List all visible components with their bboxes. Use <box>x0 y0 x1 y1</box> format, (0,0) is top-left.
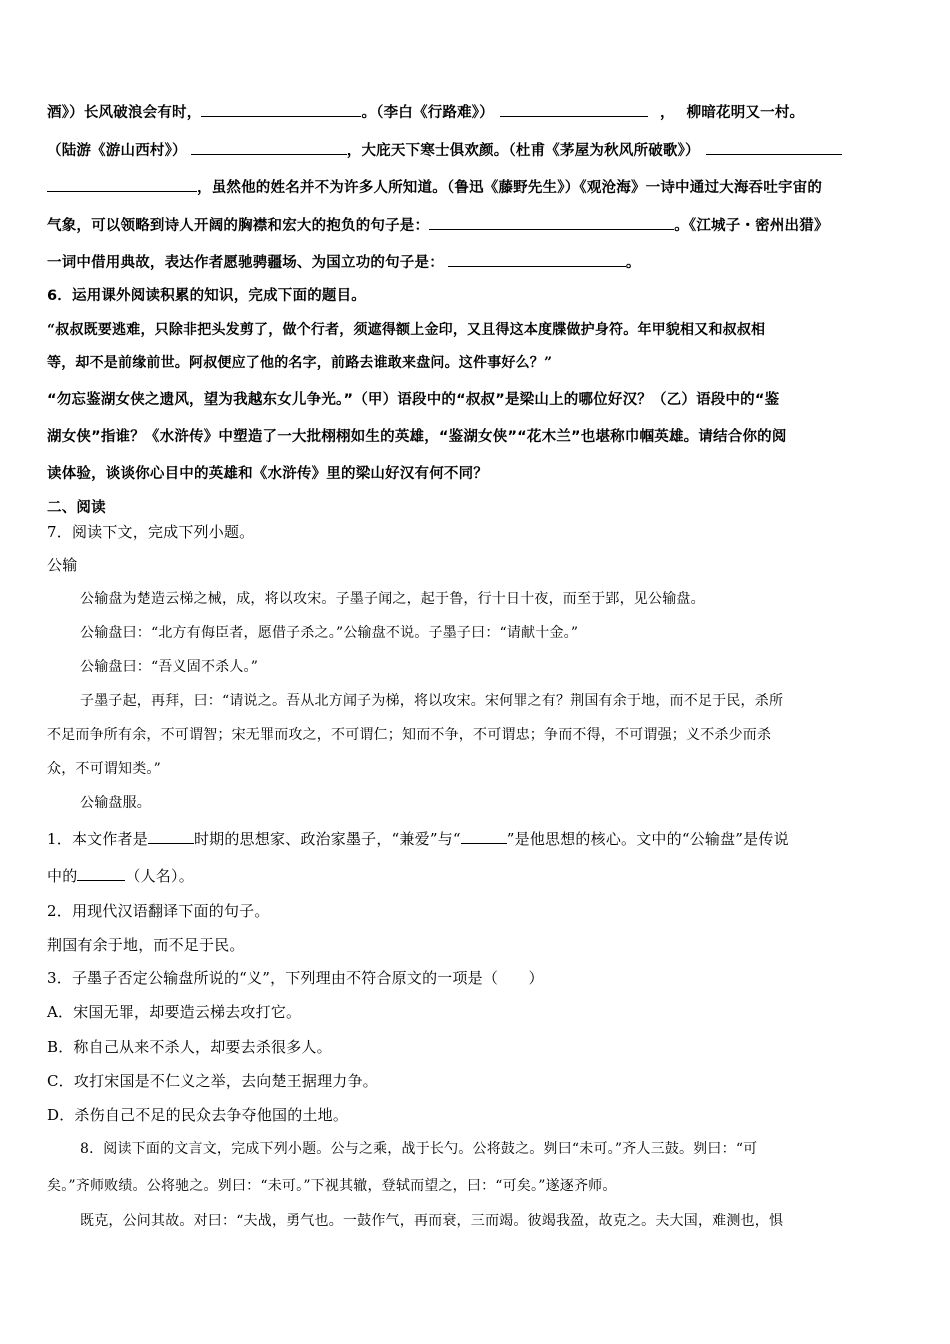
subquestion-3-title: 3．子墨子否定公输盘所说的“义”，下列理由不符合原文的一项是（ ） <box>47 969 544 987</box>
poem-text: 酒》）长风破浪会有时， <box>47 105 202 121</box>
passage-paragraph: 子墨子起，再拜，曰：“请说之。吾从北方闻子为梯，将以攻宋。宋何罪之有？荆国有余于地，而不足于民，杀所 <box>80 693 784 709</box>
subquestion-text: 时期的思想家、政治家墨子，“兼爱”与“ <box>193 830 461 848</box>
passage-paragraph: 公输盘服。 <box>80 795 151 811</box>
answer-blank[interactable] <box>148 828 194 844</box>
answer-blank[interactable] <box>448 251 626 267</box>
subquestion-text: （人名）。 <box>125 867 194 885</box>
question-6-quote-2: “勿忘鉴湖女侠之遗风，望为我越东女儿争光。”（甲）语段中的“叔叔”是梁山上的哪位好汉？（乙）语段中的“鉴 <box>47 392 780 408</box>
poem-text: ，大庇天下寒士俱欢颜。（杜甫《茅屋为秋风所破歌》） <box>346 143 700 159</box>
answer-blank[interactable] <box>191 139 347 155</box>
option-b[interactable]: B．称自己从来不杀人，却要去杀很多人。 <box>47 1038 332 1056</box>
poem-fill-line-5 <box>47 251 907 274</box>
subquestion-text: ”是他思想的核心。文中的“公输盘”是传说 <box>506 830 789 848</box>
answer-blank[interactable] <box>47 176 197 192</box>
poem-text: 一词中借用典故，表达作者愿驰骋疆场、为国立功的句子是： <box>47 255 444 271</box>
subquestion-2-title: 2．用现代汉语翻译下面的句子。 <box>47 902 270 920</box>
option-a[interactable]: A．宋国无罪，却要造云梯去攻打它。 <box>47 1003 302 1021</box>
answer-blank[interactable] <box>706 139 842 155</box>
answer-blank[interactable] <box>500 101 648 117</box>
question-8-line-1: 8．阅读下面的文言文，完成下列小题。公与之乘，战于长勺。公将鼓之。刿曰“未可。”齐人三鼓。刿曰：“可 <box>80 1141 758 1157</box>
option-c[interactable]: C．攻打宋国是不仁义之举，去向楚王据理力争。 <box>47 1072 378 1090</box>
question-6-quote-1: “叔叔既要逃难，只除非把头发剪了，做个行者，须遮得额上金印，又且得这本度牒做护身符。年甲貌相又和叔叔相 <box>47 322 766 338</box>
option-d[interactable]: D．杀伤自己不足的民众去争夺他国的土地。 <box>47 1106 349 1124</box>
subquestion-2-sentence: 荆国有余于地，而不足于民。 <box>47 936 245 954</box>
passage-paragraph-cont: 众，不可谓知类。” <box>47 761 161 777</box>
poem-text: 柳暗花明又一村。 <box>686 105 805 121</box>
passage-paragraph: 公输盘曰：“吾义固不杀人。” <box>80 659 259 675</box>
poem-fill-line-4 <box>47 214 907 237</box>
poem-text: ， <box>659 105 675 121</box>
subquestion-text: 中的 <box>47 867 78 885</box>
answer-blank[interactable] <box>429 214 674 230</box>
poem-text: 。 <box>625 255 641 271</box>
question-6-quote-1-cont: 等，却不是前缘前世。阿叔便应了他的名字，前路去谁敢来盘问。这件事好么？” <box>47 355 553 371</box>
passage-paragraph-cont: 不足而争所有余，不可谓智；宋无罪而攻之，不可谓仁；知而不争，不可谓忠；争而不得，不可谓强；义不杀少而杀 <box>47 727 772 743</box>
poem-fill-line-3 <box>47 176 907 199</box>
section-heading-reading: 二、阅读 <box>47 500 106 516</box>
question-6-title: 6．运用课外阅读积累的知识，完成下面的题目。 <box>47 288 366 304</box>
question-8-line-3: 既克，公问其故。对曰：“夫战，勇气也。一鼓作气，再而衰，三而竭。彼竭我盈，故克之。夫大国，难测也，惧 <box>80 1213 784 1229</box>
passage-paragraph: 公输盘为楚造云梯之械，成，将以攻宋。子墨子闻之，起于鲁，行十日十夜，而至于郢，见公输盘。 <box>80 591 705 607</box>
answer-blank[interactable] <box>77 865 125 881</box>
poem-fill-line-1 <box>47 101 907 124</box>
answer-blank[interactable] <box>461 828 507 844</box>
answer-blank[interactable] <box>201 101 361 117</box>
subquestion-1-cont <box>47 865 907 887</box>
subquestion-text: 1．本文作者是 <box>47 830 148 848</box>
poem-text: 。（李白《行路难》） <box>361 105 494 121</box>
passage-title: 公输 <box>47 556 78 574</box>
question-6-quote-2-cont: 读体验，谈谈你心目中的英雄和《水浒传》里的梁山好汉有何不同？ <box>47 466 488 482</box>
poem-fill-line-2 <box>47 139 907 162</box>
poem-text: 气象，可以领略到诗人开阔的胸襟和宏大的抱负的句子是： <box>47 218 430 234</box>
poem-text: 。《江城子・密州出猎》 <box>674 218 829 234</box>
passage-paragraph: 公输盘曰：“北方有侮臣者，愿借子杀之。”公输盘不说。子墨子曰：“请献十金。” <box>80 625 579 641</box>
question-8-line-2: 矣。”齐师败绩。公将驰之。刿曰：“未可。”下视其辙，登轼而望之，曰：“可矣。”遂逐齐师。 <box>47 1178 617 1194</box>
question-7-title: 7．阅读下文，完成下列小题。 <box>47 523 255 541</box>
subquestion-1 <box>47 828 907 850</box>
poem-text: ，虽然他的姓名并不为许多人所知道。（鲁迅《藤野先生》）《观沧海》一诗中通过大海吞吐宇宙的 <box>197 180 823 196</box>
poem-text: （陆游《游山西村》） <box>47 143 187 159</box>
question-6-quote-2-cont: 湖女侠”指谁？《水浒传》中塑造了一大批栩栩如生的英雄，“鉴湖女侠”“花木兰”也堪称巾帼英雄。请结合你的阅 <box>47 429 787 445</box>
